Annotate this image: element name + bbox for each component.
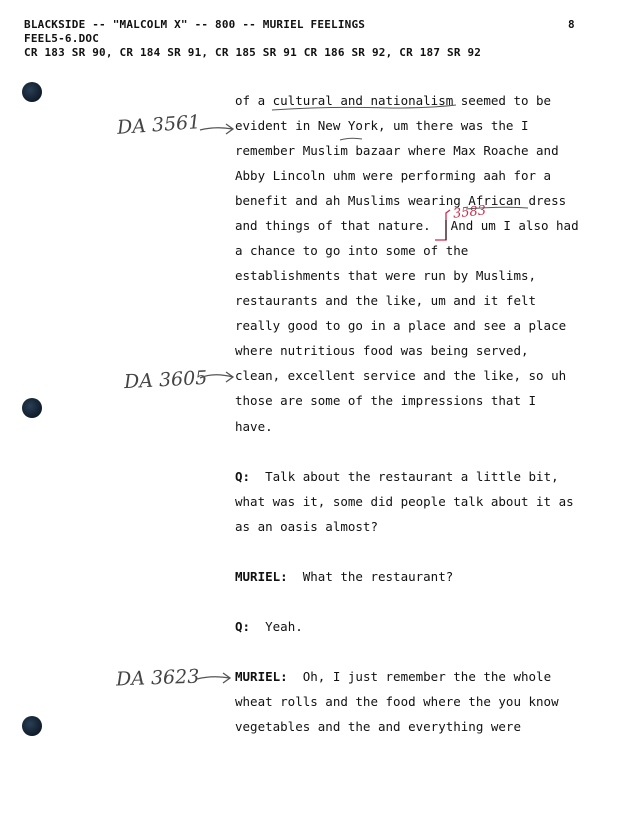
- body-line: really good to go in a place and see a place: [235, 318, 567, 333]
- body-line: benefit and ah Muslims wearing African dress: [235, 193, 567, 208]
- body-line: where nutritious food was being served,: [235, 343, 529, 358]
- handwritten-timecode-da3623: DA 3623: [115, 665, 200, 691]
- handwritten-timecode-da3605: DA 3605: [123, 366, 208, 394]
- body-line: clean, excellent service and the like, so uh: [235, 368, 567, 383]
- body-line: have.: [235, 419, 273, 434]
- answer-line: wheat rolls and the food where the you know: [235, 694, 559, 709]
- underline-mark: [272, 105, 456, 110]
- body-line-segment: and things of that nature.: [235, 218, 431, 233]
- body-line: restaurants and the like, um and it felt: [235, 293, 537, 308]
- body-line-segment: And um I also had: [450, 218, 579, 233]
- arrow-icon: [200, 124, 233, 134]
- body-line: establishments that were run by Muslims,: [235, 268, 537, 283]
- speaker-label: MURIEL:: [235, 669, 288, 684]
- header-filename: FEEL5-6.DOC: [24, 32, 100, 45]
- speaker-label: Q:: [235, 619, 251, 634]
- answer-line: vegetables and the and everything were: [235, 719, 521, 734]
- arrow-icon: [200, 372, 233, 382]
- body-line: evident in New York, um there was the I: [235, 118, 529, 133]
- question-line: what was it, some did people talk about it as: [235, 494, 574, 509]
- body-line: remember Muslim bazaar where Max Roache and: [235, 143, 559, 158]
- question-text: Talk about the restaurant a little bit,: [265, 469, 559, 484]
- answer-text: What the restaurant?: [302, 569, 454, 584]
- speaker-label: MURIEL:: [235, 569, 288, 584]
- speaker-label: Q:: [235, 469, 251, 484]
- underline-mark: [466, 207, 528, 209]
- body-line: Abby Lincoln uhm were performing aah for a: [235, 168, 552, 183]
- underline-mark: [340, 138, 362, 140]
- bracket-mark: [435, 210, 450, 240]
- question-line: as an oasis almost?: [235, 519, 378, 534]
- question-text: Yeah.: [265, 619, 303, 634]
- page-number: 8: [568, 18, 575, 31]
- body-line: a chance to go into some of the: [235, 243, 469, 258]
- handwritten-timecode-da3561: DA 3561: [116, 111, 202, 139]
- header-roll-codes: CR 183 SR 90, CR 184 SR 91, CR 185 SR 91 CR 186 SR 92, CR 187 SR 92: [24, 46, 482, 59]
- header-title: BLACKSIDE -- "MALCOLM X" -- 800 -- MURIEL FEELINGS: [24, 18, 366, 31]
- body-line: those are some of the impressions that I: [235, 393, 537, 408]
- answer-text: Oh, I just remember the the whole: [302, 669, 552, 684]
- body-line: of a cultural and nationalism seemed to be: [235, 93, 552, 108]
- red-ink-timecode: 3583: [452, 203, 487, 222]
- arrow-icon: [197, 673, 230, 683]
